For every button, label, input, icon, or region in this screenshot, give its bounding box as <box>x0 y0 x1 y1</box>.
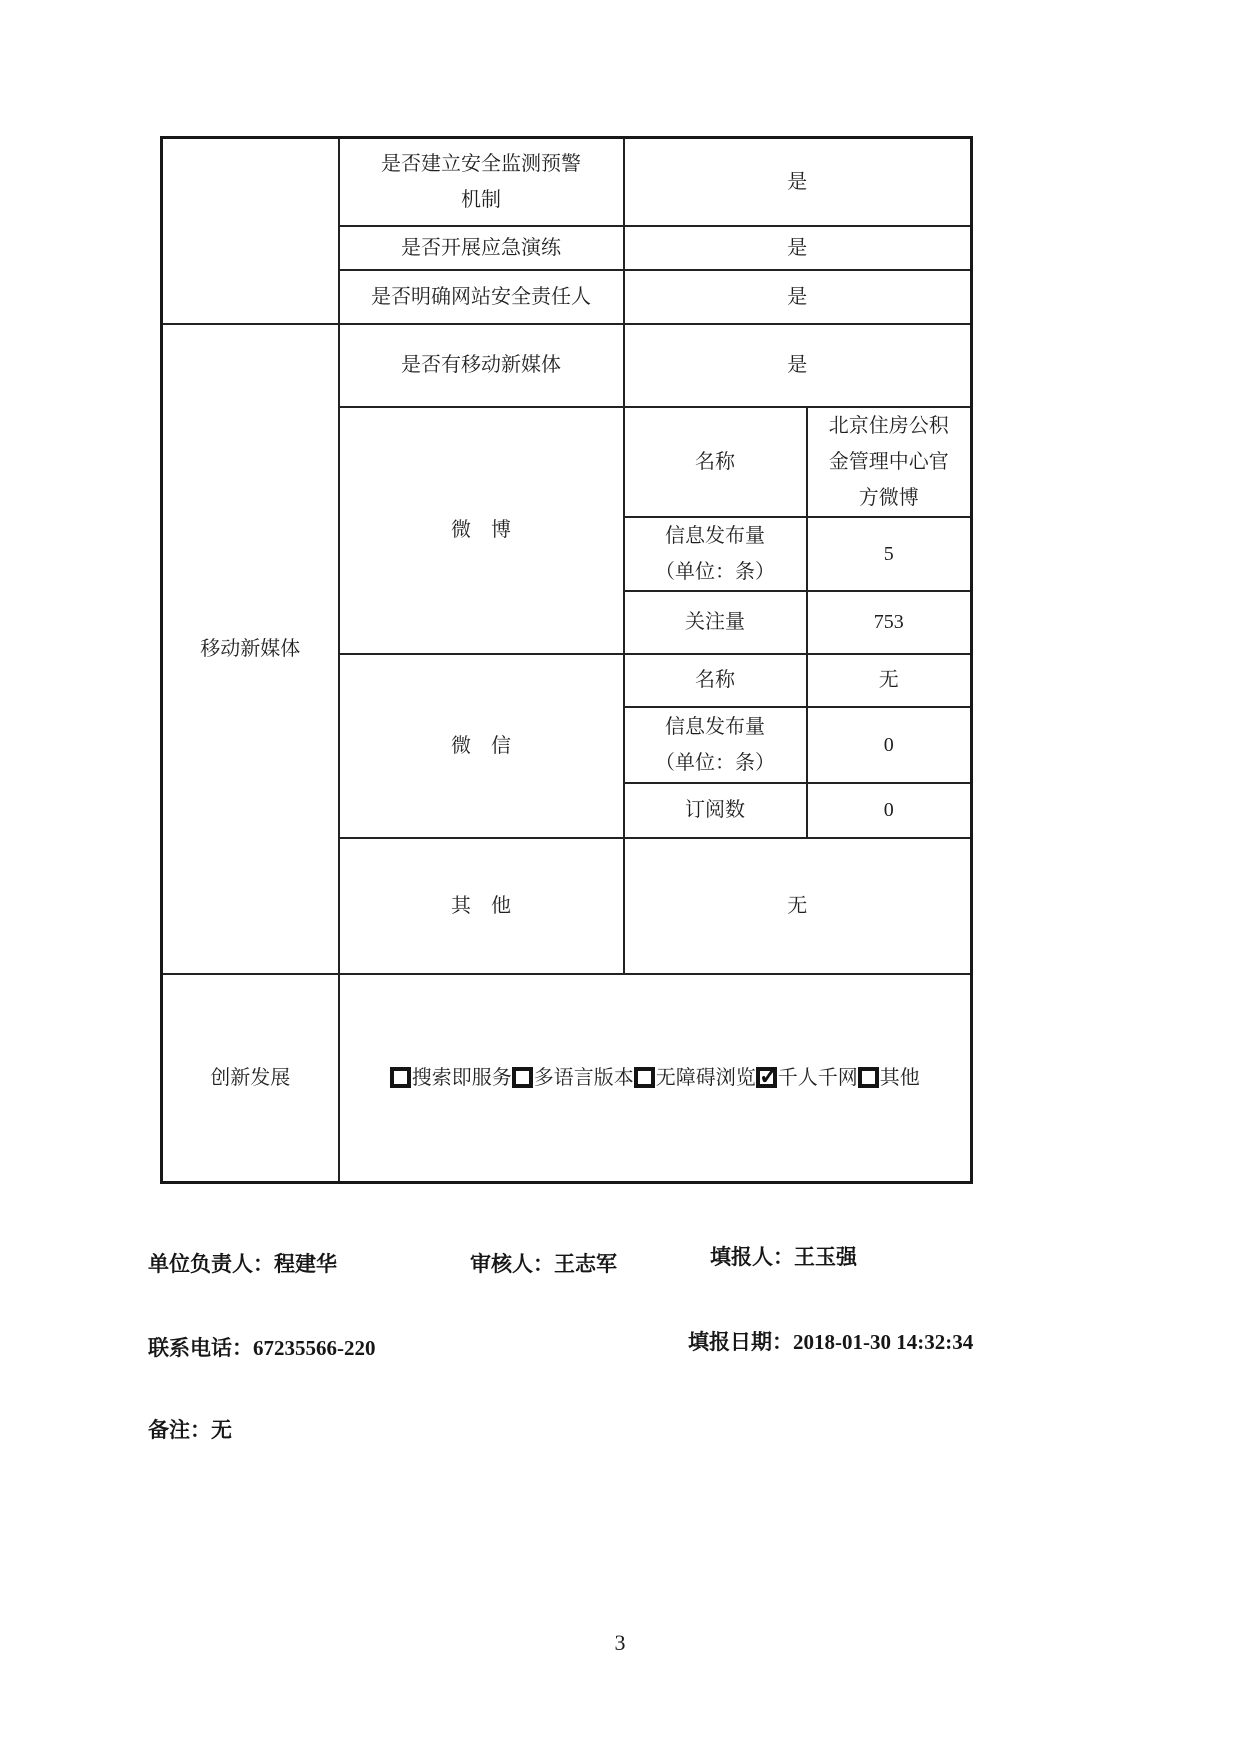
remark-text: 备注：无 <box>148 1418 232 1442</box>
checkbox-label: 搜索即服务 <box>411 1066 512 1089</box>
label-cell: 关注量 <box>624 591 807 654</box>
checkbox-label: 多语言版本 <box>533 1066 634 1089</box>
checkbox-icon[interactable] <box>512 1067 533 1088</box>
label-cell: 订阅数 <box>624 783 807 838</box>
value-cell: 0 <box>807 783 972 838</box>
checkbox-icon[interactable] <box>634 1067 655 1088</box>
page-number: 3 <box>614 1630 626 1655</box>
question-text: 是否建立安全监测预警 <box>381 152 581 175</box>
group-cell-wechat: 微 信 <box>339 654 624 838</box>
innovation-option <box>512 1060 634 1096</box>
checkbox-label: 千人千网 <box>777 1066 858 1089</box>
value-cell: 无 <box>807 654 972 707</box>
phone-text: 联系电话：67235566-220 <box>148 1336 376 1360</box>
value-cell: 753 <box>807 591 972 654</box>
question-cell: 是否有移动新媒体 <box>339 324 624 407</box>
label-text: 信息发布量 <box>665 715 765 738</box>
innovation-option <box>858 1060 920 1096</box>
checkbox-label: 无障碍浏览 <box>655 1066 756 1089</box>
answer-cell: 是 <box>624 324 972 407</box>
annual-report-table <box>160 136 973 1184</box>
question-cell <box>339 138 624 226</box>
group-cell-other: 其 他 <box>339 838 624 974</box>
value-cell: 0 <box>807 707 972 783</box>
table-row <box>162 138 972 226</box>
answer-cell: 是 <box>624 226 972 270</box>
filler-text: 填报人：王玉强 <box>710 1245 857 1269</box>
unit-head-text: 单位负责人：程建华 <box>148 1252 337 1276</box>
value-cell: 5 <box>807 517 972 591</box>
checkbox-label: 其他 <box>879 1066 920 1089</box>
label-cell: 名称 <box>624 654 807 707</box>
label-text: 信息发布量 <box>665 524 765 547</box>
weibo-name-value: 北京住房公积金管理中心官方微博 <box>828 414 949 509</box>
innovation-option <box>756 1060 858 1096</box>
value-cell <box>807 407 972 517</box>
question-cell: 是否明确网站安全责任人 <box>339 270 624 324</box>
question-cell: 是否开展应急演练 <box>339 226 624 270</box>
innovation-option <box>634 1060 756 1096</box>
report-date-text: 填报日期：2018-01-30 14:32:34 <box>688 1330 974 1354</box>
category-cell-empty <box>162 138 339 324</box>
label-cell <box>624 707 807 783</box>
label-cell <box>624 517 807 591</box>
innovation-option <box>390 1060 512 1096</box>
table-row <box>162 324 972 407</box>
label-text: （单位：条） <box>655 751 775 774</box>
checkbox-icon[interactable] <box>858 1067 879 1088</box>
table-row <box>162 974 972 1183</box>
checked-checkbox-icon[interactable] <box>756 1067 777 1088</box>
value-cell: 无 <box>624 838 972 974</box>
auditor-text: 审核人：王志军 <box>470 1252 617 1276</box>
category-cell-mobile-media: 移动新媒体 <box>162 324 339 974</box>
innovation-options-cell <box>339 974 972 1183</box>
answer-cell: 是 <box>624 270 972 324</box>
group-cell-weibo: 微 博 <box>339 407 624 654</box>
answer-cell: 是 <box>624 138 972 226</box>
question-text: 机制 <box>461 188 501 211</box>
label-text: （单位：条） <box>655 560 775 583</box>
checkbox-row <box>340 1060 971 1096</box>
checkbox-icon[interactable] <box>390 1067 411 1088</box>
category-cell-innovation: 创新发展 <box>162 974 339 1183</box>
label-cell: 名称 <box>624 407 807 517</box>
